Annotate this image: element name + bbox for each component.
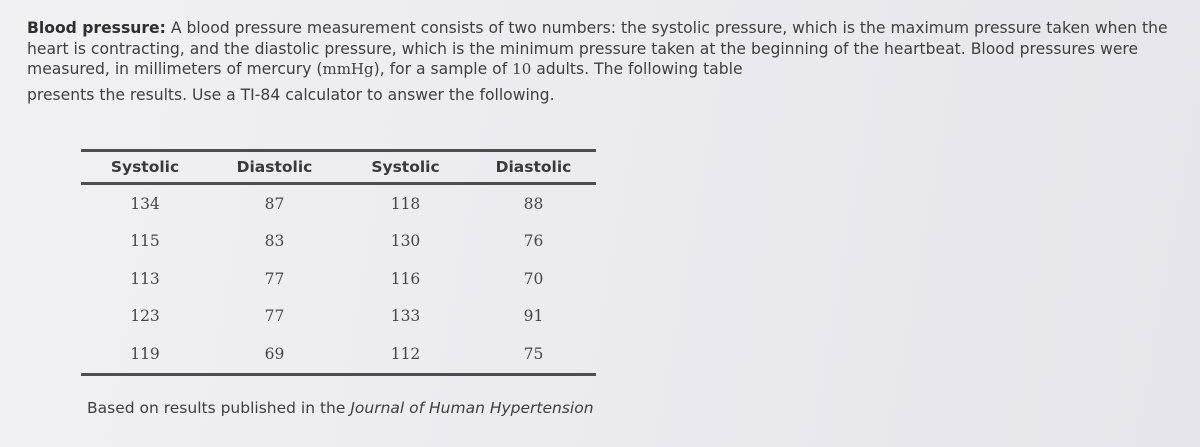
header-systolic-2: Systolic bbox=[340, 152, 471, 184]
header-diastolic-2: Diastolic bbox=[471, 152, 596, 184]
table-cell: 123 bbox=[130, 307, 160, 326]
problem-instruction: presents the results. Use a TI-84 calculator to answer the following. bbox=[27, 85, 555, 104]
table-cell: 88 bbox=[523, 194, 544, 213]
table-cell: 113 bbox=[130, 269, 160, 288]
table-cell: 116 bbox=[390, 269, 421, 288]
table-row bbox=[81, 184, 596, 223]
problem-lead: Blood pressure: bbox=[27, 19, 166, 37]
table-cell: 77 bbox=[264, 307, 285, 326]
problem-text-1: A blood pressure measurement consists of two numbers: the systolic pressure, which is the maximum pressure taken when the heart is contracting, and the diastolic pressure, which is the minimum pressure taken at the beginning of the heartbeat. Blood pressures were measured, in millimeters of mercury ( bbox=[27, 19, 1168, 78]
table-cell: 112 bbox=[390, 344, 421, 363]
table-cell: 91 bbox=[523, 307, 544, 326]
table-cell: 119 bbox=[130, 344, 160, 363]
source-citation bbox=[87, 399, 594, 417]
table-row bbox=[81, 335, 596, 373]
table-bottom-rule bbox=[81, 373, 596, 376]
problem-text-3: adults. The following table bbox=[531, 60, 743, 78]
table-cell: 69 bbox=[264, 344, 285, 363]
table-cell: 87 bbox=[264, 194, 285, 213]
table-row bbox=[81, 298, 596, 336]
table-cell: 70 bbox=[523, 269, 544, 288]
source-prefix: Based on results published in the bbox=[87, 399, 351, 417]
table-header-row bbox=[81, 152, 596, 184]
sample-size: 10 bbox=[512, 60, 532, 78]
table-row bbox=[81, 260, 596, 298]
table-cell: 134 bbox=[130, 194, 160, 213]
table-cell: 83 bbox=[264, 232, 285, 251]
header-systolic-1: Systolic bbox=[81, 152, 209, 184]
problem-text-2: ), for a sample of bbox=[373, 60, 513, 78]
table-cell: 130 bbox=[390, 232, 421, 251]
table-cell: 76 bbox=[523, 232, 544, 251]
table-cell: 75 bbox=[523, 344, 544, 363]
table-cell: 118 bbox=[390, 194, 421, 213]
unit-label: mmHg bbox=[322, 60, 374, 78]
blood-pressure-table bbox=[81, 149, 596, 376]
journal-name: Journal of Human Hypertension bbox=[350, 399, 594, 417]
table-cell: 115 bbox=[130, 232, 160, 251]
table-cell: 133 bbox=[390, 307, 421, 326]
table-row bbox=[81, 223, 596, 261]
table-cell: 77 bbox=[264, 269, 285, 288]
header-diastolic-1: Diastolic bbox=[209, 152, 340, 184]
problem-statement bbox=[27, 18, 1187, 105]
